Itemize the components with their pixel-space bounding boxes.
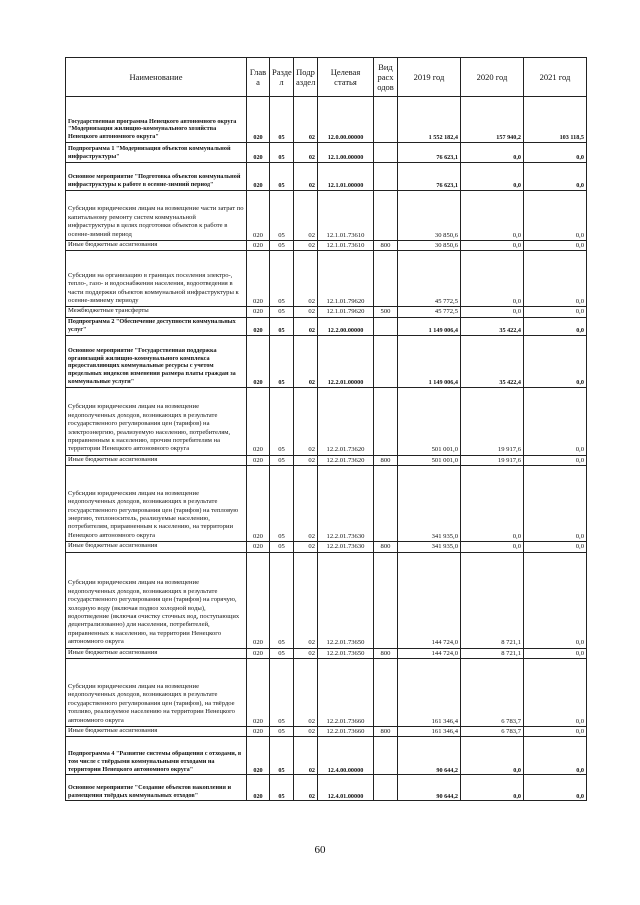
row-chapter: 020 [247,191,270,241]
row-year-2020: 19 917,6 [461,387,524,455]
header-year-2020: 2020 год [461,58,524,97]
row-name: Иные бюджетные ассигнования [66,241,247,251]
row-year-2020: 0,0 [461,143,524,163]
row-target-article: 12.2.00.00000 [318,317,374,335]
row-target-article: 12.2.01.73620 [318,387,374,455]
header-year-2021: 2021 год [524,58,587,97]
row-name: Государственная программа Ненецкого автономного округа "Модернизация жилищно-коммунального хозяйства Ненецкого автономного округа" [66,97,247,143]
row-target-article: 12.2.01.73660 [318,727,374,737]
row-name: Основное мероприятие "Создание объектов накопления и размещения твёрдых коммунальных отходов" [66,775,247,801]
table-row [66,775,587,801]
row-year-2019: 501 001,0 [398,387,461,455]
table-row [66,317,587,335]
row-name: Субсидии юридическим лицам на возмещение недополученных доходов, возникающих в результате государственного регулирования цен (тарифов) на горячую, холодную воду (включая подвоз холодной воды), водоотведение (включая очистку сточных вод, поступающих децентрализованно) для населения, потребителей, приравненных к населению, на территории Ненецкого автономного округа [66,552,247,648]
row-target-article: 12.4.01.00000 [318,775,374,801]
row-year-2021: 103 118,5 [524,97,587,143]
row-section: 05 [270,191,294,241]
row-section: 05 [270,251,294,307]
row-year-2019: 90 644,2 [398,737,461,775]
row-chapter: 020 [247,466,270,542]
row-expense-type: 800 [374,241,398,251]
table-row [66,97,587,143]
page-number: 60 [314,844,326,856]
table-header-row [66,58,587,97]
row-chapter: 020 [247,387,270,455]
row-expense-type [374,191,398,241]
row-year-2020: 0,0 [461,251,524,307]
header-target-article: Целевая статья [318,58,374,97]
row-subsection: 02 [294,191,318,241]
row-chapter: 020 [247,552,270,648]
row-subsection: 02 [294,542,318,552]
row-year-2021: 0,0 [524,727,587,737]
row-name: Основное мероприятие "Подготовка объектов коммунальной инфраструктуры к работе в осенне-зимний период" [66,163,247,191]
row-section: 05 [270,317,294,335]
row-section: 05 [270,143,294,163]
table-row [66,466,587,542]
row-subsection: 02 [294,648,318,658]
row-year-2020: 0,0 [461,466,524,542]
header-name: Наименование [66,58,247,97]
row-year-2021: 0,0 [524,775,587,801]
row-year-2020: 0,0 [461,737,524,775]
row-subsection: 02 [294,143,318,163]
table-row [66,143,587,163]
table-row [66,659,587,727]
header-expense-type: Вид расх одов [374,58,398,97]
row-subsection: 02 [294,552,318,648]
row-year-2019: 30 850,6 [398,191,461,241]
row-year-2019: 501 001,0 [398,455,461,465]
row-section: 05 [270,387,294,455]
row-year-2019: 90 644,2 [398,775,461,801]
row-chapter: 020 [247,727,270,737]
table-row [66,455,587,465]
row-year-2020: 157 940,2 [461,97,524,143]
row-target-article: 12.2.01.73660 [318,659,374,727]
table-row [66,191,587,241]
row-subsection: 02 [294,335,318,387]
row-expense-type [374,387,398,455]
row-year-2019: 144 724,0 [398,648,461,658]
row-target-article: 12.1.01.00000 [318,163,374,191]
row-name: Подпрограмма 2 "Обеспечение доступности коммунальных услуг" [66,317,247,335]
row-expense-type [374,552,398,648]
table-row [66,542,587,552]
row-subsection: 02 [294,775,318,801]
table-row [66,552,587,648]
row-year-2019: 76 623,1 [398,143,461,163]
row-year-2019: 341 935,0 [398,466,461,542]
row-section: 05 [270,552,294,648]
row-target-article: 12.2.01.00000 [318,335,374,387]
row-year-2021: 0,0 [524,163,587,191]
row-chapter: 020 [247,737,270,775]
row-year-2020: 35 422,4 [461,317,524,335]
row-name: Подпрограмма 4 "Развитие системы обращения с отходами, в том числе с твёрдыми коммунальными отходами на территории Ненецкого автономного округа" [66,737,247,775]
row-name: Иные бюджетные ассигнования [66,542,247,552]
header-subsection: Подр аздел [294,58,318,97]
row-section: 05 [270,466,294,542]
row-target-article: 12.2.01.73620 [318,455,374,465]
row-subsection: 02 [294,97,318,143]
table-row [66,241,587,251]
row-chapter: 020 [247,659,270,727]
row-year-2021: 0,0 [524,307,587,317]
row-year-2021: 0,0 [524,455,587,465]
row-subsection: 02 [294,455,318,465]
table-row [66,251,587,307]
row-chapter: 020 [247,307,270,317]
row-subsection: 02 [294,307,318,317]
row-subsection: 02 [294,251,318,307]
row-year-2020: 8 721,1 [461,552,524,648]
row-year-2021: 0,0 [524,143,587,163]
row-name: Иные бюджетные ассигнования [66,727,247,737]
row-year-2021: 0,0 [524,552,587,648]
row-expense-type [374,97,398,143]
header-section: Разде л [270,58,294,97]
row-chapter: 020 [247,775,270,801]
row-target-article: 12.2.01.73650 [318,648,374,658]
row-year-2019: 45 772,5 [398,307,461,317]
row-expense-type [374,737,398,775]
table-row [66,737,587,775]
row-year-2020: 0,0 [461,307,524,317]
row-target-article: 12.1.01.73610 [318,241,374,251]
row-expense-type [374,143,398,163]
row-chapter: 020 [247,251,270,307]
row-expense-type: 800 [374,727,398,737]
table-row [66,335,587,387]
row-year-2021: 0,0 [524,659,587,727]
row-section: 05 [270,335,294,387]
row-subsection: 02 [294,387,318,455]
row-section: 05 [270,648,294,658]
row-section: 05 [270,659,294,727]
row-chapter: 020 [247,143,270,163]
row-expense-type [374,659,398,727]
row-chapter: 020 [247,317,270,335]
row-year-2019: 1 552 182,4 [398,97,461,143]
row-name: Иные бюджетные ассигнования [66,455,247,465]
row-year-2020: 6 783,7 [461,727,524,737]
budget-table-sheet [65,57,586,801]
row-section: 05 [270,163,294,191]
table-body [66,97,587,801]
row-subsection: 02 [294,317,318,335]
header-year-2019: 2019 год [398,58,461,97]
header-chapter: Глав а [247,58,270,97]
row-year-2021: 0,0 [524,466,587,542]
row-year-2020: 0,0 [461,163,524,191]
row-section: 05 [270,775,294,801]
row-target-article: 12.1.01.79620 [318,251,374,307]
row-year-2021: 0,0 [524,191,587,241]
row-chapter: 020 [247,241,270,251]
row-expense-type: 800 [374,648,398,658]
row-target-article: 12.2.01.73630 [318,542,374,552]
row-year-2020: 0,0 [461,191,524,241]
row-year-2021: 0,0 [524,542,587,552]
row-name: Субсидии юридическим лицам на возмещение части затрат по капитальному ремонту систем коммунальной инфраструктуры в целях подготовки объектов к работе в осенне-зимний период [66,191,247,241]
row-expense-type [374,466,398,542]
row-target-article: 12.4.00.00000 [318,737,374,775]
row-chapter: 020 [247,542,270,552]
table-row [66,163,587,191]
row-target-article: 12.1.01.79620 [318,307,374,317]
row-year-2019: 144 724,0 [398,552,461,648]
row-target-article: 12.1.01.73610 [318,191,374,241]
row-year-2020: 8 721,1 [461,648,524,658]
row-name: Субсидии юридическим лицам на возмещение недополученных доходов, возникающих в результате государственного регулирования цен (тарифов) на тепловую энергию, теплоноситель, реализуемые населению, потребителям, приравненным к населению, на территории Ненецкого автономного округа [66,466,247,542]
row-year-2020: 0,0 [461,775,524,801]
row-expense-type [374,335,398,387]
row-year-2021: 0,0 [524,737,587,775]
row-year-2021: 0,0 [524,241,587,251]
row-target-article: 12.0.00.00000 [318,97,374,143]
row-expense-type [374,251,398,307]
row-section: 05 [270,542,294,552]
row-subsection: 02 [294,659,318,727]
row-section: 05 [270,307,294,317]
row-year-2019: 1 149 006,4 [398,335,461,387]
row-year-2019: 161 346,4 [398,659,461,727]
row-expense-type [374,317,398,335]
row-year-2019: 341 935,0 [398,542,461,552]
row-year-2019: 30 850,6 [398,241,461,251]
row-expense-type: 500 [374,307,398,317]
row-chapter: 020 [247,335,270,387]
row-name: Субсидии юридическим лицам на возмещение недополученных доходов, возникающих в результате государственного регулирования цен (тарифов), на твёрдое топливо, реализуемое населению на территории Ненецкого автономного округа [66,659,247,727]
row-year-2021: 0,0 [524,251,587,307]
row-expense-type [374,163,398,191]
row-chapter: 020 [247,163,270,191]
row-section: 05 [270,241,294,251]
row-chapter: 020 [247,648,270,658]
row-name: Межбюджетные трансферты [66,307,247,317]
row-year-2020: 0,0 [461,542,524,552]
row-expense-type: 800 [374,455,398,465]
row-subsection: 02 [294,241,318,251]
row-year-2021: 0,0 [524,317,587,335]
row-year-2020: 6 783,7 [461,659,524,727]
row-chapter: 020 [247,455,270,465]
row-subsection: 02 [294,737,318,775]
row-name: Иные бюджетные ассигнования [66,648,247,658]
row-section: 05 [270,97,294,143]
table-row [66,307,587,317]
row-chapter: 020 [247,97,270,143]
row-section: 05 [270,455,294,465]
row-year-2019: 45 772,5 [398,251,461,307]
row-expense-type [374,775,398,801]
row-year-2021: 0,0 [524,335,587,387]
row-section: 05 [270,727,294,737]
row-name: Подпрограмма 1 "Модернизация объектов коммунальной инфраструктуры" [66,143,247,163]
table-row [66,387,587,455]
row-subsection: 02 [294,727,318,737]
table-row [66,727,587,737]
row-year-2020: 19 917,6 [461,455,524,465]
table-row [66,648,587,658]
row-year-2020: 0,0 [461,241,524,251]
row-expense-type: 800 [374,542,398,552]
row-name: Субсидии юридическим лицам на возмещение недополученных доходов, возникающих в результате государственного регулирования цен (тарифов) на электроэнергию, реализуемую населению, потребителям, приравненным к населению, прочим потребителям на территории Ненецкого автономного округа [66,387,247,455]
row-year-2021: 0,0 [524,648,587,658]
row-year-2021: 0,0 [524,387,587,455]
row-name: Субсидии на организацию в границах поселения электро-, тепло-, газо- и водоснабжения населения, водоотведения в части поддержки объектов коммунальной инфраструктуры к осенне-зимнему периоду [66,251,247,307]
row-target-article: 12.2.01.73650 [318,552,374,648]
row-subsection: 02 [294,163,318,191]
row-year-2019: 76 623,1 [398,163,461,191]
row-target-article: 12.2.01.73630 [318,466,374,542]
row-subsection: 02 [294,466,318,542]
row-year-2019: 161 346,4 [398,727,461,737]
row-target-article: 12.1.00.00000 [318,143,374,163]
row-section: 05 [270,737,294,775]
row-name: Основное мероприятие "Государственная поддержка организаций жилищно-коммунального комплекса предоставляющих коммунальные ресурсы с учетом предельных индексов изменения размера платы граждан за коммунальные услуги" [66,335,247,387]
row-year-2019: 1 149 006,4 [398,317,461,335]
row-year-2020: 35 422,4 [461,335,524,387]
budget-table [65,57,587,801]
